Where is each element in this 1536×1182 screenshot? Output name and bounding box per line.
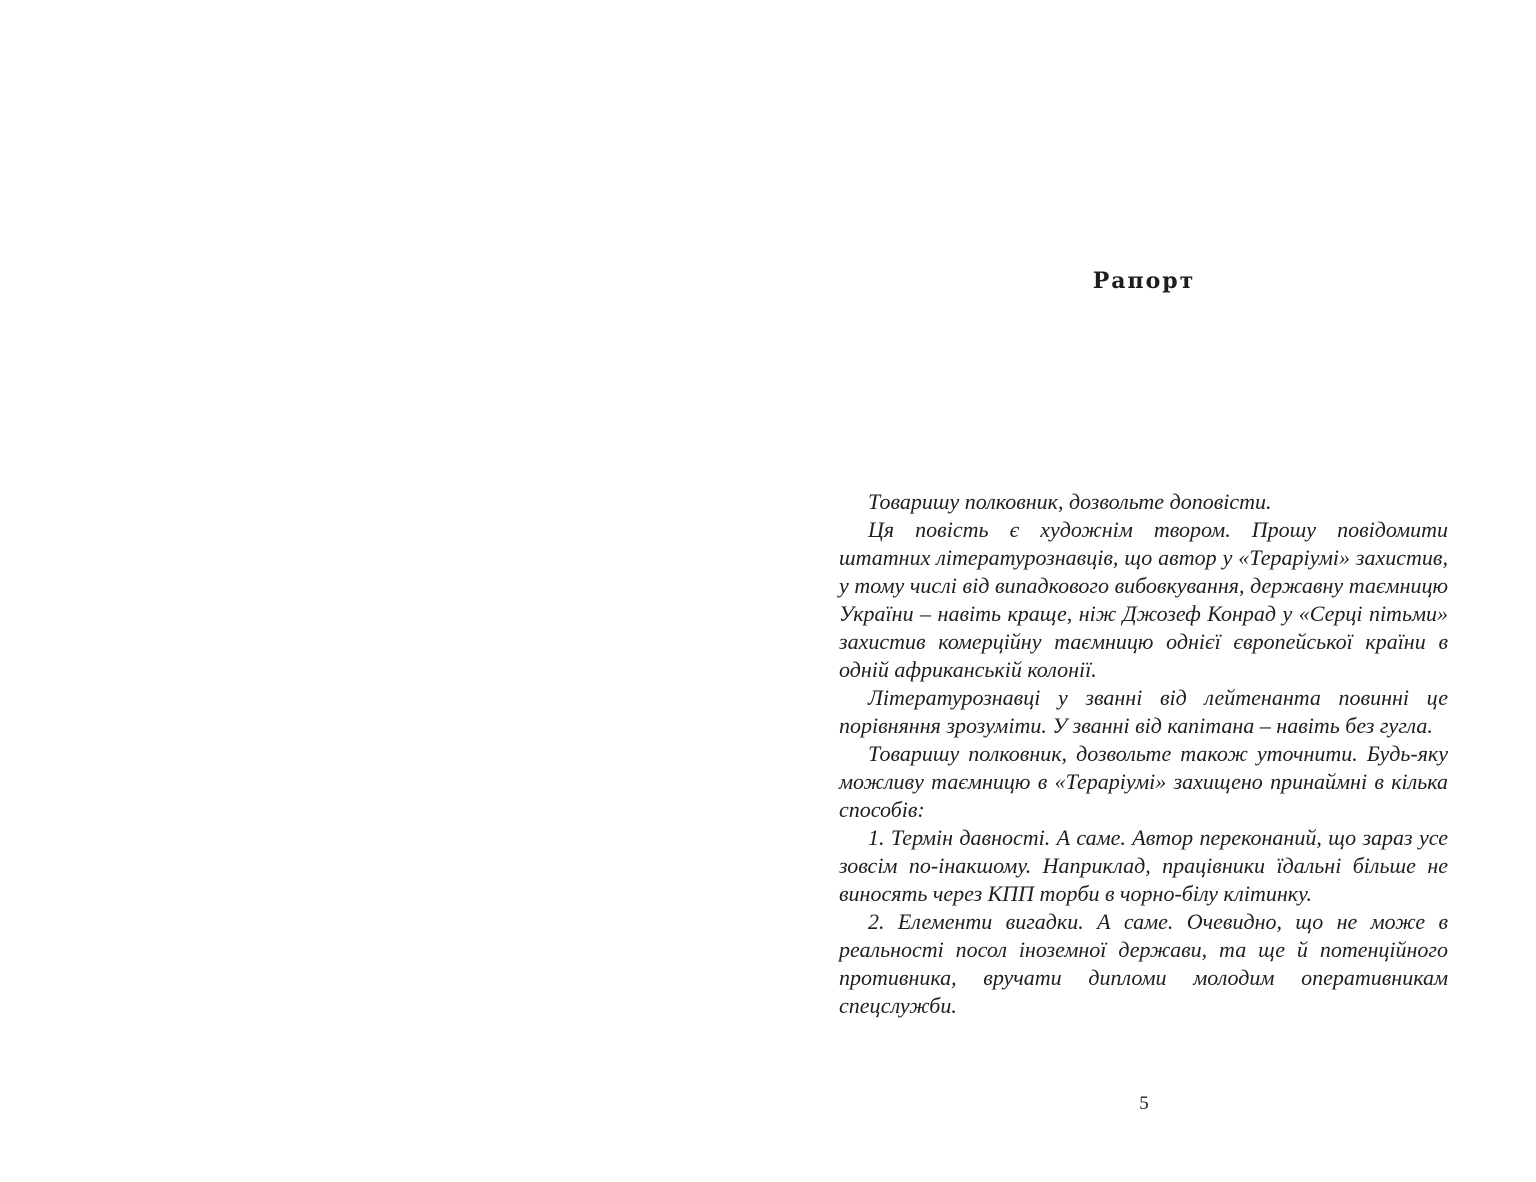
paragraph: 2. Елементи вигадки. А саме. Очевидно, що не може в реальності посол іноземної держави, та ще й потенційного противника, вручати дипломи молодим оперативникам спецслужби.: [839, 909, 1448, 1018]
paragraph: Літературознавці у званні від лейтенанта повинні це порівняння зрозуміти. У званні від капітана – навіть без гугла.: [839, 685, 1448, 738]
body-text: [839, 488, 1448, 1020]
page-number: 5: [1139, 1093, 1149, 1114]
paragraph: Товаришу полковник, дозвольте також уточнити. Будь-яку можливу таємницю в «Тераріумі» захищено принаймні в кілька способів:: [839, 741, 1448, 822]
paragraph: Ця повість є художнім твором. Прошу повідомити штатних літературознавців, що автор у «Тераріумі» захистив, у тому числі від випадкового вибовкування, державну таємницю України – навіть краще, ніж Джозеф Конрад у «Серці пітьми» захистив комерційну таємницю однієї європейської країни в одній африканській колонії.: [839, 517, 1448, 682]
chapter-title: Рапорт: [1092, 268, 1196, 294]
paragraph: 1. Термін давності. А саме. Автор переконаний, що зараз усе зовсім по-інакшому. Наприклад, працівники їдальні більше не виносять через КПП торби в чорно-білу клітинку.: [839, 825, 1448, 906]
right-page: [768, 0, 1536, 1182]
paragraph: Товаришу полковник, дозвольте доповісти.: [868, 489, 1272, 514]
